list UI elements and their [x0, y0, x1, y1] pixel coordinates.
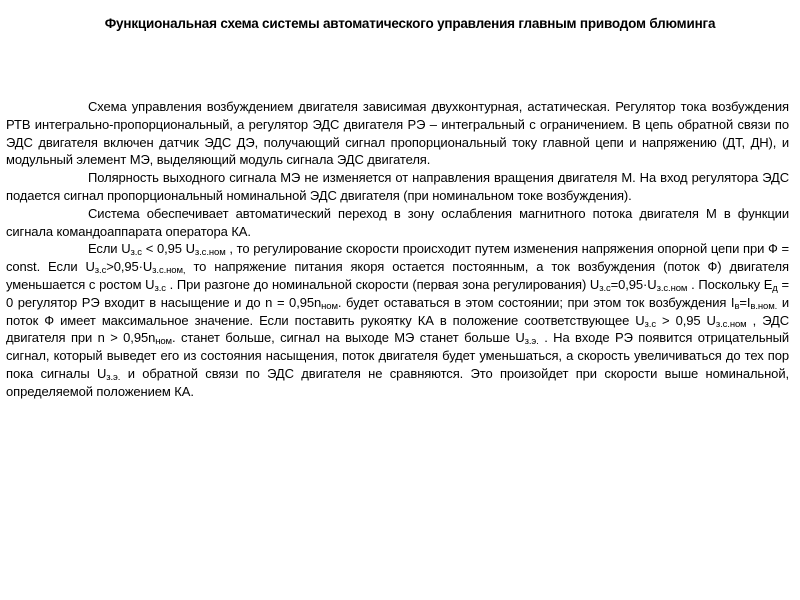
paragraph-1: Схема управления возбуждением двигателя зависимая двухконтурная, астатическая. Регулятор тока возбуждения РТВ интегрально-пропорциональный, а регулятор ЭДС двигателя РЭ – интегральный с ограничением. В цепь обратной связи по ЭДС двигателя включен датчик ЭДС ДЭ, получающий сигнал пропорциональный току главной цепи и напряжению (ДТ, ДН), и модульный элемент МЭ, выделяющий модуль сигнала ЭДС двигателя.: [6, 99, 789, 168]
subscript: з.с: [154, 282, 166, 294]
subscript: д: [772, 282, 778, 294]
subscript: з.э.: [106, 371, 121, 383]
subscript: з.с.ном: [715, 318, 747, 330]
text-run: и обратной связи по ЭДС двигателя не сравняются. Это произойдет при скорости выше номинальной, определяемой положением КА.: [6, 365, 789, 399]
subscript: в: [734, 300, 740, 312]
subscript: з.с.ном: [656, 282, 688, 294]
text-run: , ЭДС двигателя при n > 0,95n: [6, 312, 790, 346]
text-run: . станет больше, сигнал на выходе МЭ станет больше U: [171, 330, 525, 346]
subscript: з.с: [130, 247, 142, 259]
text-run: >0,95·U: [106, 259, 153, 275]
subscript: в.ном.: [750, 300, 778, 312]
subscript: з.э.: [524, 336, 539, 348]
text-run: =I: [739, 294, 751, 310]
text-run: = 0 регулятор РЭ входит в насыщение и до n = 0,95n: [6, 276, 789, 310]
text-run: и поток Ф имеет максимальное значение. Если поставить рукоятку КА в положение соответствующее U: [6, 294, 789, 328]
text-run: . Поскольку Е: [687, 276, 773, 292]
text-run: > 0,95 U: [656, 312, 716, 328]
page-title: Функциональная схема системы автоматического управления главным приводом блюминга: [104, 16, 716, 31]
text-run: Если U: [88, 241, 131, 257]
document-body: [6, 98, 789, 401]
text-run: < 0,95 U: [141, 241, 195, 257]
paragraph-3: Система обеспечивает автоматический переход в зону ослабления магнитного потока двигателя М в функции сигнала командоаппарата оператора КА.: [6, 205, 789, 239]
text-run: то напряжение питания якоря остается постоянным, а ток возбуждения (поток Ф) двигателя уменьшается с ростом U: [6, 259, 789, 292]
subscript: з.с: [644, 318, 656, 330]
subscript: ном: [155, 336, 172, 348]
text-run: . На входе РЭ появится отрицательный сигнал, который выведет его из состояния насыщения, поток двигателя будет уменьшаться, а скорость увеличиваться до тех пор пока сигналы U: [6, 330, 790, 381]
subscript: з.с.ном,: [152, 265, 186, 277]
text-run: =0,95·U: [610, 276, 657, 292]
paragraph-4: [6, 240, 789, 400]
text-run: . При разгоне до номинальной скорости (первая зона регулирования) U: [165, 276, 600, 292]
subscript: з.с: [599, 282, 611, 294]
subscript: ном: [321, 300, 338, 312]
subscript: з.с: [94, 265, 107, 277]
text-run: . будет оставаться в этом состоянии; при этом ток возбуждения I: [337, 294, 735, 310]
paragraph-2: Полярность выходного сигнала МЭ не изменяется от направления вращения двигателя М. На вход регулятора ЭДС подается сигнал пропорциональный номинальной ЭДС двигателя (при номинальном токе возбуждения).: [6, 170, 789, 203]
text-run: , то регулирование скорости происходит путем изменения напряжения опорной цепи при Ф = const. Если U: [6, 241, 790, 275]
subscript: з.с.ном: [194, 247, 226, 259]
